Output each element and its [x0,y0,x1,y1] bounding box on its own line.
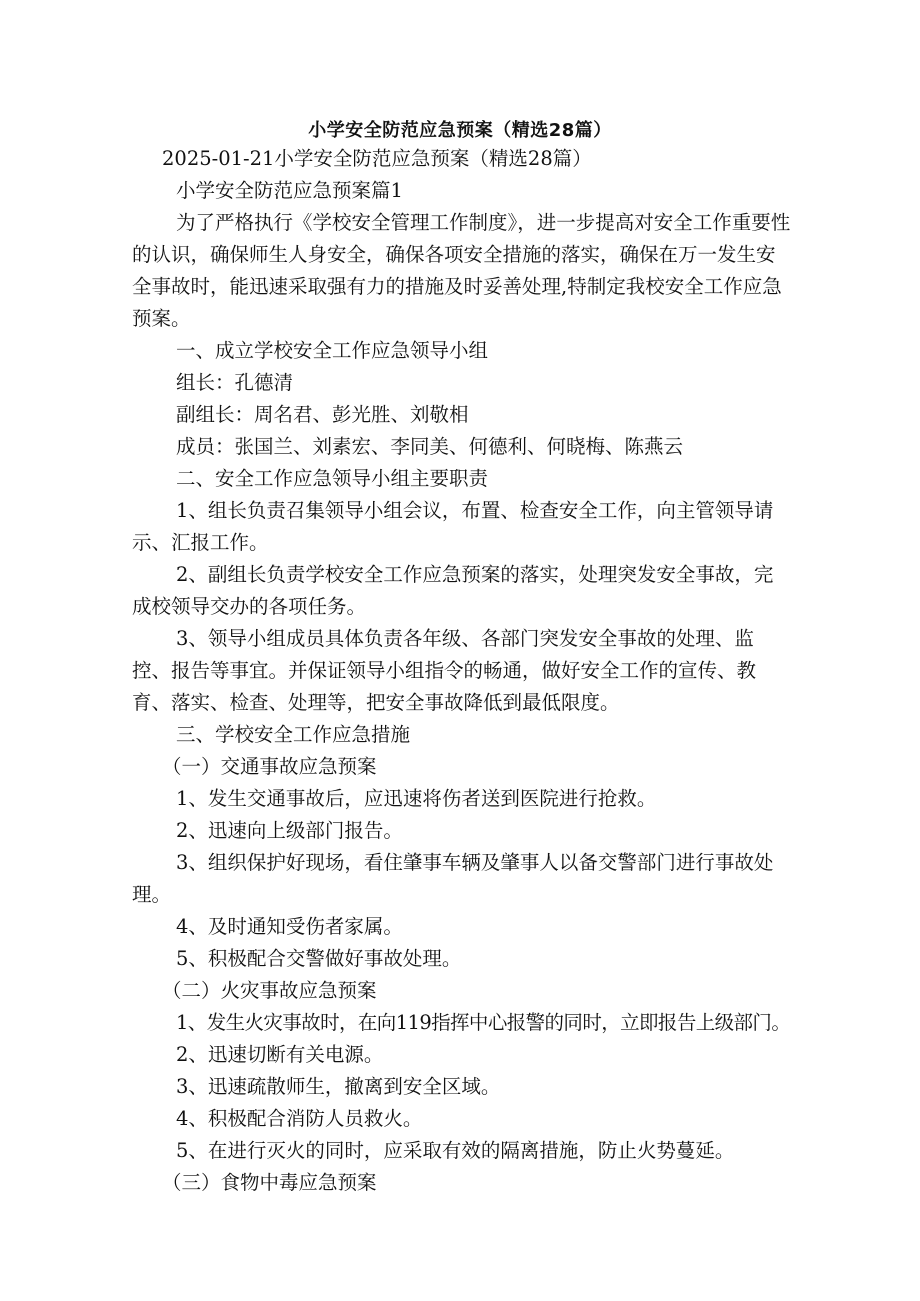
paragraph-fire-3: 3、迅速疏散师生，撤离到安全区域。 [176,1075,501,1098]
paragraph-subheading-traffic: （一）交通事故应急预案 [162,755,377,778]
paragraph-fire-4: 4、积极配合消防人员救火。 [176,1107,423,1130]
paragraph-deputy-leaders: 副组长：周名君、彭光胜、刘敬相 [176,403,469,426]
paragraph-heading-3: 三、学校安全工作应急措施 [176,723,411,746]
document-title: 小学安全防范应急预案（精选28篇） [308,120,612,141]
paragraph-traffic-3: 3、组织保护好现场，看住肇事车辆及肇事人以备交警部门进行事故处理。 [132,851,774,906]
paragraph-traffic-4: 4、及时通知受伤者家属。 [176,915,403,938]
paragraph-date-heading: 2025-01-21小学安全防范应急预案（精选28篇） [162,147,592,170]
paragraph-fire-5: 5、在进行灭火的同时，应采取有效的隔离措施，防止火势蔓延。 [176,1139,735,1162]
paragraph-traffic-1: 1、发生交通事故后，应迅速将伤者送到医院进行抢救。 [176,787,657,810]
document-body [132,143,792,1199]
paragraph-intro: 为了严格执行《学校安全管理工作制度》，进一步提高对安全工作重要性的认识，确保师生人身安全，确保各项安全措施的落实，确保在万一发生安全事故时，能迅速采取强有力的措施及时妥善处理,特制定我校安全工作应急预案。 [132,211,791,330]
paragraph-duty-1: 1、组长负责召集领导小组会议，布置、检查安全工作，向主管领导请示、汇报工作。 [132,499,774,554]
paragraph-duty-3: 3、领导小组成员具体负责各年级、各部门突发安全事故的处理、监控、报告等事宜。并保证领导小组指令的畅通，做好安全工作的宣传、教育、落实、检查、处理等，把安全事故降低到最低限度。 [132,627,757,714]
paragraph-traffic-5: 5、积极配合交警做好事故处理。 [176,947,462,970]
paragraph-fire-1: 1、发生火灾事故时，在向119指挥中心报警的同时，立即报告上级部门。 [176,1011,791,1034]
paragraph-fire-2: 2、迅速切断有关电源。 [176,1043,384,1066]
paragraph-subheading-food: （三）食物中毒应急预案 [162,1171,377,1194]
paragraph-subheading-fire: （二）火灾事故应急预案 [162,979,377,1002]
paragraph-section-title: 小学安全防范应急预案篇1 [176,179,403,202]
paragraph-traffic-2: 2、迅速向上级部门报告。 [176,819,403,842]
paragraph-heading-1: 一、成立学校安全工作应急领导小组 [176,339,489,362]
paragraph-heading-2: 二、安全工作应急领导小组主要职责 [176,467,489,490]
paragraph-duty-2: 2、副组长负责学校安全工作应急预案的落实，处理突发安全事故，完成校领导交办的各项任务。 [132,563,774,618]
paragraph-members: 成员：张国兰、刘素宏、李同美、何德利、何晓梅、陈燕云 [176,435,684,458]
paragraph-leader: 组长：孔德清 [176,371,294,394]
